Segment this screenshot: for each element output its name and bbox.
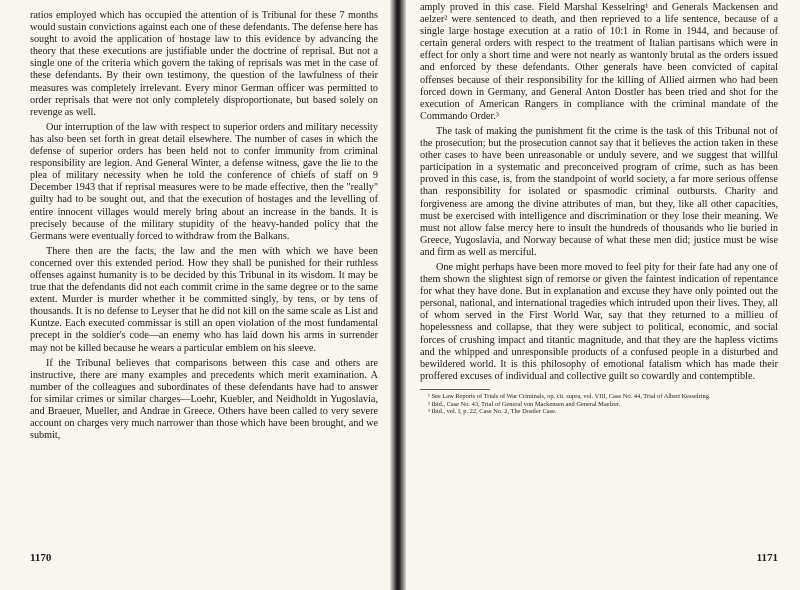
book-gutter: [390, 0, 406, 590]
paragraph: One might perhaps have been more moved to feel pity for their fate had any one of them shown the slightest sign of remorse or given the faintest indication of repentance for what they have done. But in explanation and excuse they have only pointed out the personal, national, and international tragedies which intruded upon their lives. They, all of whom served in the First World War, say that they returned to a millieu of hopelessness and collapse, that they were subject to political, economic, and social forces of crushing impact and titantic magnitude, and that they are the hapless victims and the whipped and unresponsible products of a confused people in a disturbed and bewildered world. It is this philosophy of emotional fatalism which has made their proffered excuses of individual and collective guilt so cowardly and contemptible.: [420, 261, 778, 382]
left-page: [0, 0, 390, 590]
right-page: [406, 0, 800, 590]
paragraph: amply proved in this case. Field Marshal Kesselring¹ and Generals Mackensen and aelzer² were sentenced to death, and then reprieved to a life sentence, because of a single large hostage execution at a ratio of 10:1 in Rome in 1944, and because of certain general orders with respect to the treatment of Italian partisans which were in effect for only a short time and were not nearly as wantonly brutal as the orders issued and enforced by these defendants. Other generals have been convicted of capital offenses because of their responsibility for the killing of Allied airmen who had been forced down in Germany, and General Anton Dostler has been tried and shot for the execution of American Rangers in compliance with the criminal mandate of the Commando Order.³: [420, 2, 778, 122]
footnote: ¹ See Law Reports of Trials of War Criminals, op. cit. supra, vol. VIII, Case No. 44, Trial of Albert Kesselring.: [428, 392, 711, 400]
footnote: ³ Ibid., vol. I, p. 22, Case No. 2, The Dostler Case.: [428, 408, 557, 416]
left-text-column: [30, 10, 378, 442]
paragraph: Our interruption of the law with respect to superior orders and military necessity has also been set forth in great detail elsewhere. The number of cases in which the defense of superior orders has been held not to confer immunity from criminal responsibility are legion. And General Winter, a defense witness, gave the lie to the plea of military necessity when he told the conference of chiefs of staff on 9 December 1943 that if reprisal measures were to be made effective, then the "really" guilty had to be sought out, and that the execution of hostages and the levelling of entire innocent villages would merely bring about an increase in the bands. It is precisely because of the military stupidity of the heavy-handed policy that the Germans were eventually forced to withdraw from the Balkans.: [30, 121, 378, 242]
footnotes: [420, 393, 778, 416]
right-text-column: [420, 2, 778, 383]
page-number: 1171: [756, 552, 778, 564]
paragraph: ratios employed which has occupied the attention of is Tribunal for these 7 months would sustain convictions against each one of these defendants. The defense here has sought to avoid the application of hostage law to this evidence by advancing the theory that these executions are justifiable under the doctrine of reprisal. But not a single one of the criteria which govern the taking of reprisals was met in the case of these defendants. By their own testimony, the question of the lawfulness of their measures was completely irrelevant. Every minor German officer was permitted to order reprisals that were not only completely disproportionate, but based solely on revenge as well.: [30, 10, 378, 118]
footnote: ² Ibid., Case No. 43, Trial of General von Mackensen and General Maelzer.: [428, 400, 621, 408]
footnote-rule: [420, 389, 490, 390]
paragraph: If the Tribunal believes that comparisons between this case and others are instructive, there are many examples and precedents which merit examination. A number of the colleagues and subordinates of these defendants have had to answer for similar crimes or similar charges—Loehr, Kuebler, and Neidholdt in Yugoslavia, and Braeuer, Mueller, and Andrae in Greece. Others have been called to very severe account on charges very much narrower than those which have been brought, and we submit,: [30, 357, 378, 442]
page-number: 1170: [30, 552, 52, 564]
paragraph: The task of making the punishment fit the crime is the task of this Tribunal not of the prosecution; but the prosecution cannot say that it believes the action taken in these other cases to have been unreasonable or unduly severe, and we suggest that willful participation in a systematic and preconceived program of crime, such as has been proved in this case, is, from the standpoint of world society, a far more serious offense than responsibility for isolated or spasmodic criminal outbursts. Charity and forgiveness are among the divine attributes of man, but they, like all other capacities, must be exercised with intelligence and discrimination or they lose their meaning. We must not allow false mercy here to insult the hundreds of thousands who lie buried in Greece, Yugoslavia, and Norway because of what these men did; justice must be wise and firm as well as merciful.: [420, 125, 778, 258]
paragraph: There then are the facts, the law and the men with which we have been concerned over this extended period. How they shall be punished for their ruthless offenses against humanity is to be decided by this Tribunal in its wisdom. It may be true that the defendants did not each commit crime in the same degree or to the same extent. Murder is murder whether it be committed singly, by tens, or by tens of thousands. It is no defense to Leyser that he did not kill on the same scale as List and Kuntze. Each executed commissar is still an open violation of the most fundamental precept in the soldier's code—an enemy who has laid down his arms in surrender may not be killed because he wears a particular emblem on his sleeve.: [30, 245, 378, 354]
